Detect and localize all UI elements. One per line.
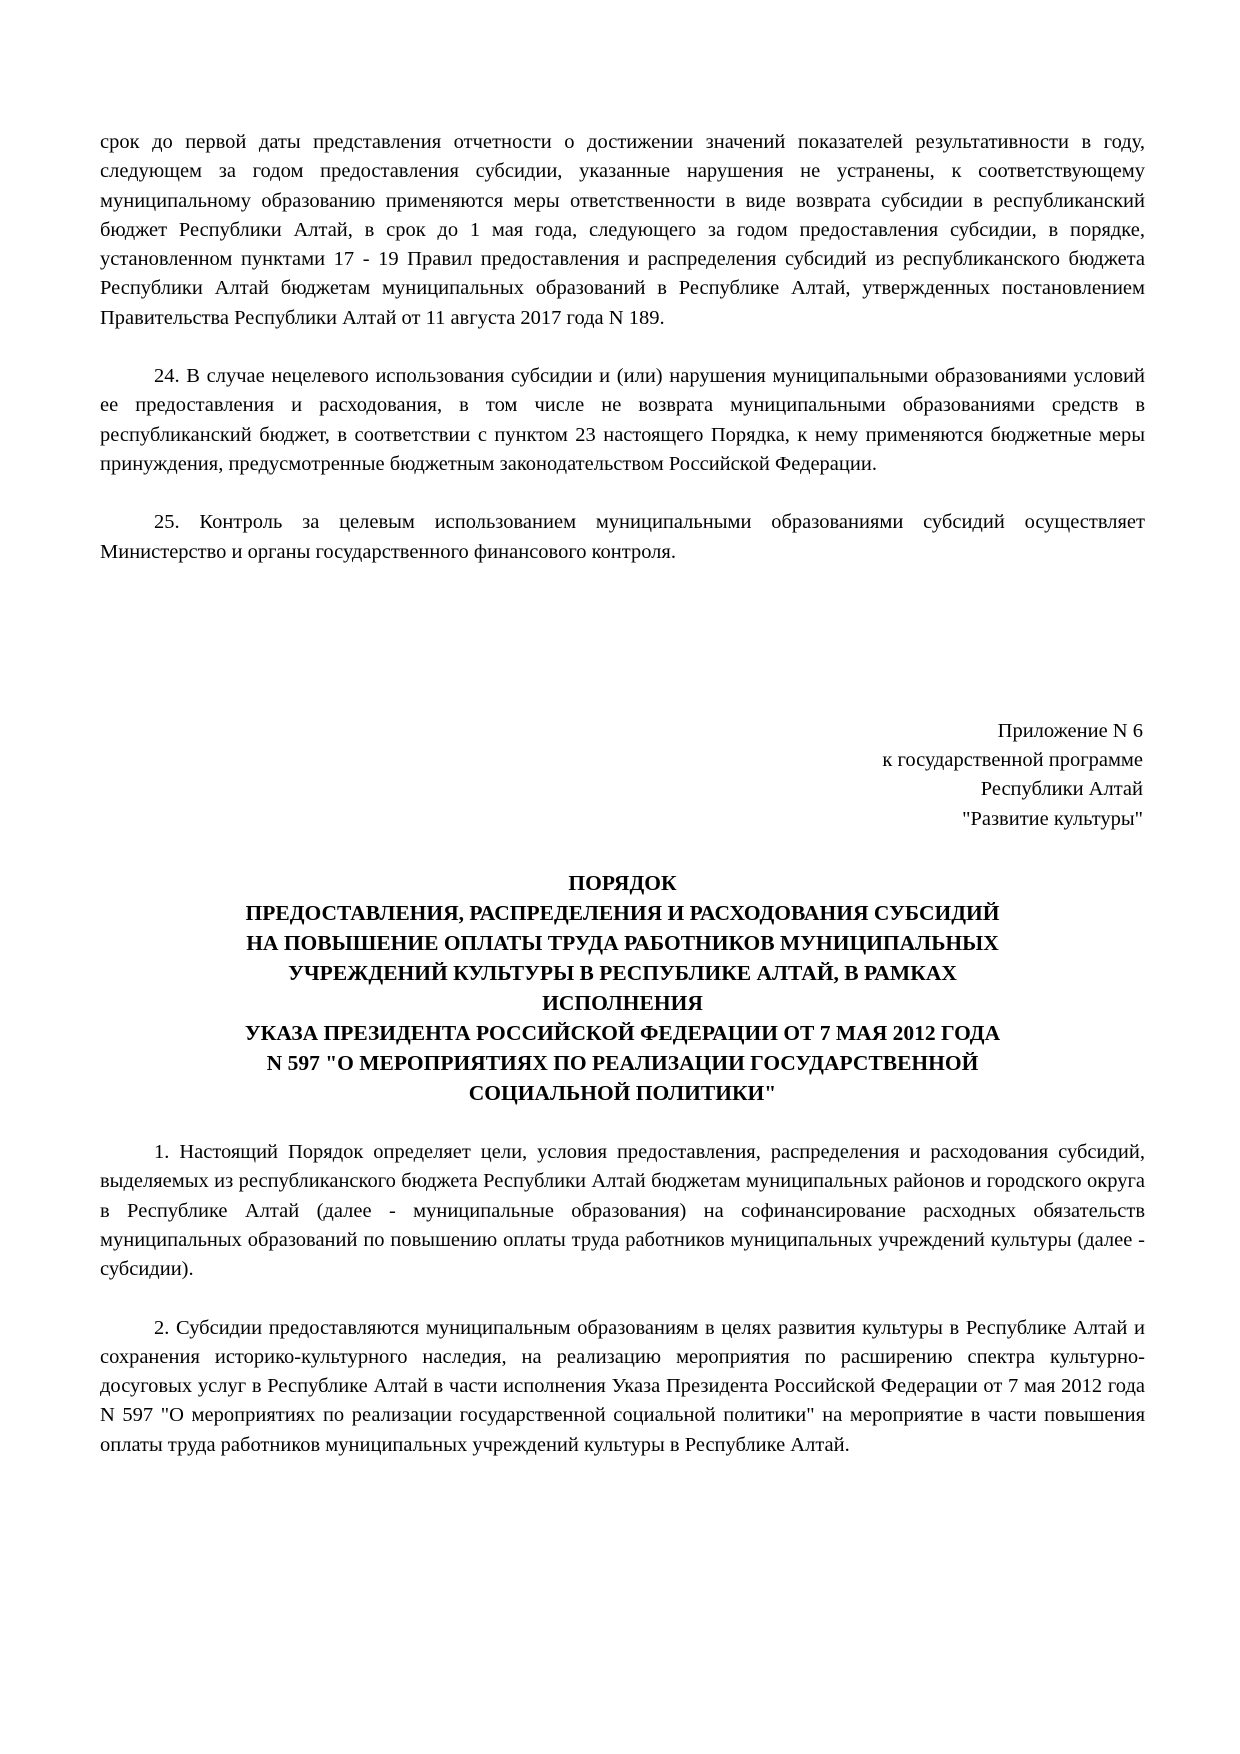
appendix-line-number: Приложение N 6 bbox=[997, 719, 1143, 742]
appendix-line-program-name: "Развитие культуры" bbox=[962, 807, 1143, 830]
document-title bbox=[100, 868, 1145, 1108]
paragraph-item-25: 25. Контроль за целевым использованием муниципальными образованиями субсидий осуществляет Министерство и органы государственного финансового контроля. bbox=[100, 511, 1145, 563]
title-line-3: НА ПОВЫШЕНИЕ ОПЛАТЫ ТРУДА РАБОТНИКОВ МУНИЦИПАЛЬНЫХ bbox=[246, 931, 999, 956]
document-content bbox=[100, 128, 1145, 1460]
appendix-line-republic: Республики Алтай bbox=[980, 778, 1143, 801]
paragraph-spacer bbox=[100, 1285, 1145, 1314]
title-line-1: ПОРЯДОК bbox=[568, 871, 677, 896]
title-line-8: СОЦИАЛЬНОЙ ПОЛИТИКИ" bbox=[468, 1081, 777, 1106]
section-spacer bbox=[100, 567, 1145, 717]
appendix-line-program: к государственной программе bbox=[882, 749, 1143, 772]
appendix-title-spacer bbox=[100, 834, 1145, 868]
title-body-spacer bbox=[100, 1108, 1145, 1138]
title-line-4: УЧРЕЖДЕНИЙ КУЛЬТУРЫ В РЕСПУБЛИКЕ АЛТАЙ, В РАМКАХ bbox=[288, 961, 957, 986]
paragraph-continued: срок до первой даты представления отчетности о достижении значений показателей результативности в году, следующем за годом предоставления субсидии, указанные нарушения не устранены, к соответствующему муниципальному образованию применяются меры ответственности в виде возврата субсидии в республиканский бюджет Республики Алтай, в срок до 1 мая года, следующего за годом предоставления субсидии, в порядке, установленном пунктами 17 - 19 Правил предоставления и распределения субсидий из республиканского бюджета Республики Алтай бюджетам муниципальных образований в Республике Алтай, утвержденных постановлением Правительства Республики Алтай от 11 августа 2017 года N 189. bbox=[100, 131, 1145, 329]
title-line-7: N 597 "О МЕРОПРИЯТИЯХ ПО РЕАЛИЗАЦИИ ГОСУДАРСТВЕННОЙ bbox=[266, 1051, 979, 1076]
appendix-reference-block bbox=[100, 717, 1145, 834]
title-line-5: ИСПОЛНЕНИЯ bbox=[542, 991, 703, 1016]
paragraph-item-2: 2. Субсидии предоставляются муниципальным образованиям в целях развития культуры в Республике Алтай и сохранения историко-культурного наследия, на реализацию мероприятия по расширению спектра культурно-досуговых услуг в Республике Алтай в части исполнения Указа Президента Российской Федерации от 7 мая 2012 года N 597 "О мероприятиях по реализации государственной социальной политики" на мероприятие в части повышения оплаты труда работников муниципальных учреждений культуры в Республике Алтай. bbox=[100, 1316, 1145, 1456]
paragraph-item-24: 24. В случае нецелевого использования субсидии и (или) нарушения муниципальными образованиями условий ее предоставления и расходования, в том числе не возврата муниципальными образованиями средств в республиканский бюджет, в соответствии с пунктом 23 настоящего Порядка, к нему применяются бюджетные меры принуждения, предусмотренные бюджетным законодательством Российской Федерации. bbox=[100, 365, 1145, 475]
paragraph-item-1: 1. Настоящий Порядок определяет цели, условия предоставления, распределения и расходования субсидий, выделяемых из республиканского бюджета Республики Алтай бюджетам муниципальных районов и городского округа в Республике Алтай (далее - муниципальные образования) на софинансирование расходных обязательств муниципальных образований по повышению оплаты труда работников муниципальных учреждений культуры (далее - субсидии). bbox=[100, 1141, 1145, 1281]
title-line-2: ПРЕДОСТАВЛЕНИЯ, РАСПРЕДЕЛЕНИЯ И РАСХОДОВАНИЯ СУБСИДИЙ bbox=[245, 901, 1000, 926]
paragraph-spacer bbox=[100, 479, 1145, 508]
title-line-6: УКАЗА ПРЕЗИДЕНТА РОССИЙСКОЙ ФЕДЕРАЦИИ ОТ 7 МАЯ 2012 ГОДА bbox=[244, 1021, 1001, 1046]
paragraph-spacer bbox=[100, 333, 1145, 362]
